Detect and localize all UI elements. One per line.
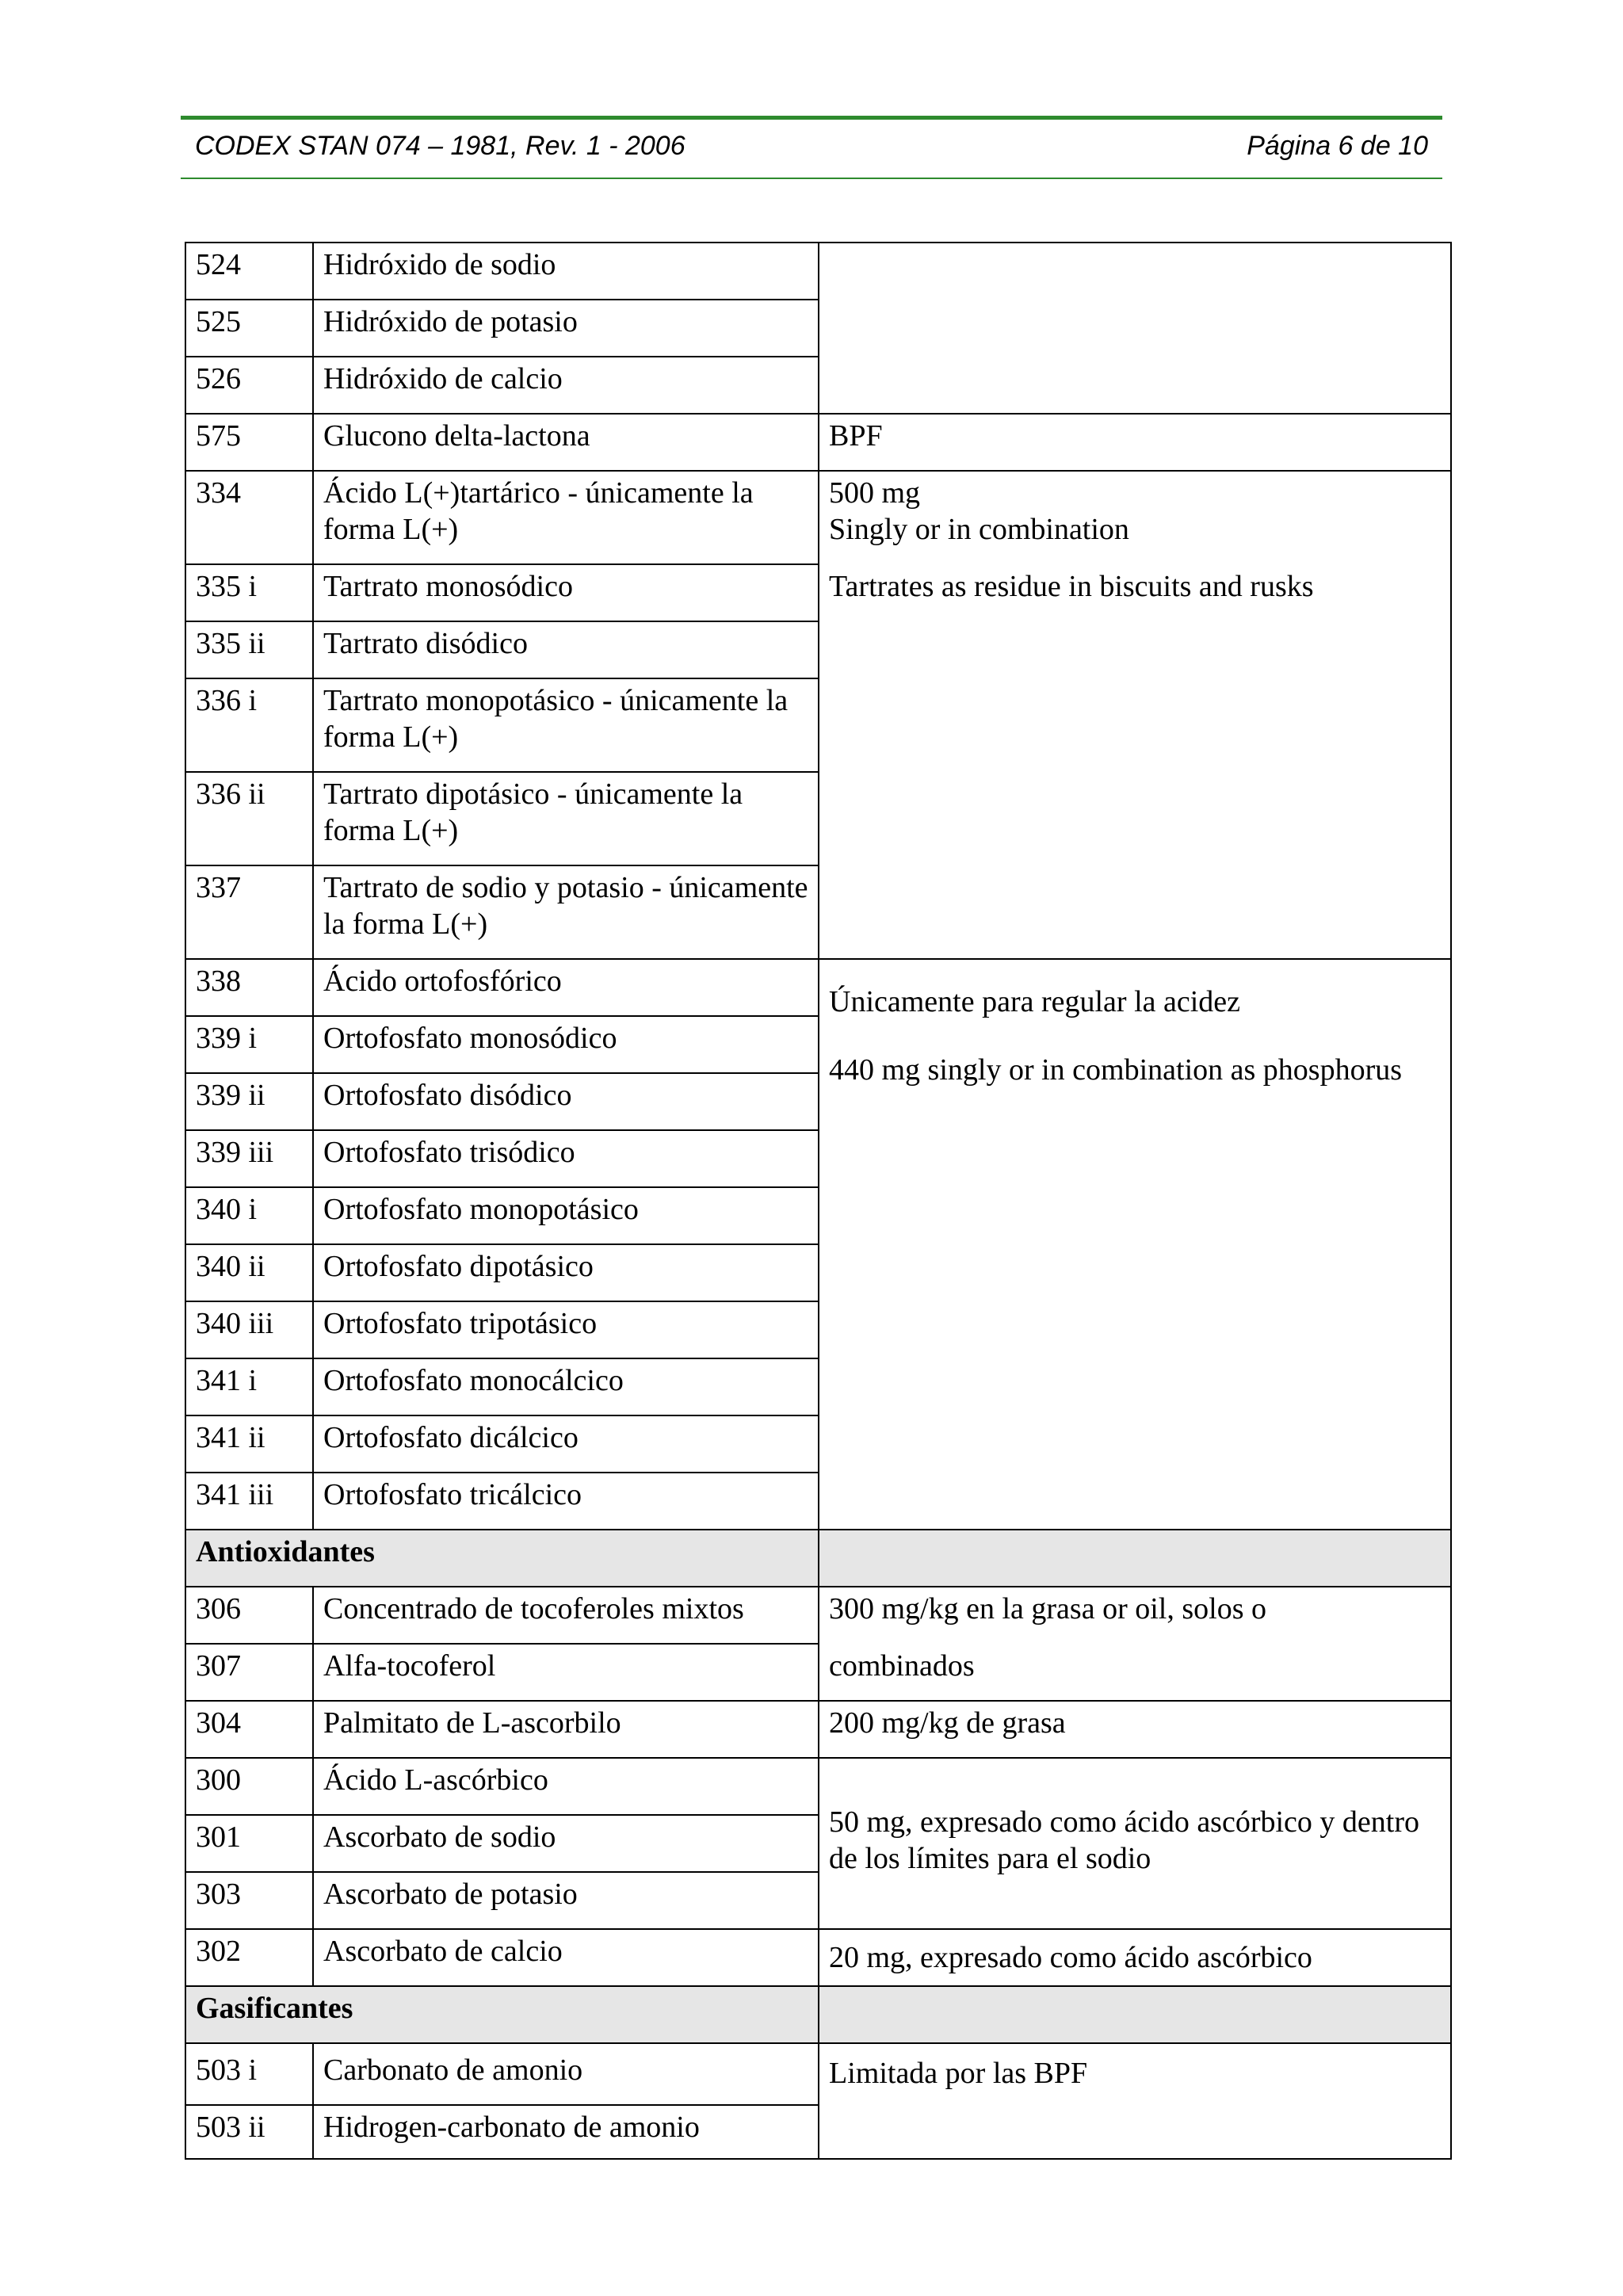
additive-code: 340 ii [185,1244,313,1301]
additive-name: Ácido ortofosfórico [313,959,819,1016]
additive-name: Carbonato de amonio [313,2043,819,2105]
additive-name: Tartrato de sodio y potasio - únicamente la forma L(+) [313,865,819,959]
additive-name: Ortofosfato disódico [313,1073,819,1130]
additive-code: 301 [185,1815,313,1872]
additive-name: Hidróxido de calcio [313,357,819,414]
section-title: Gasificantes [185,1986,819,2043]
additive-name: Ascorbato de calcio [313,1929,819,1986]
additive-name: Ortofosfato tripotásico [313,1301,819,1358]
additive-code: 340 iii [185,1301,313,1358]
max-level-cell [819,471,1451,959]
additive-name: Hidróxido de sodio [313,243,819,300]
table-row [185,243,1451,300]
max-level-cell: 20 mg, expresado como ácido ascórbico [819,1929,1451,1986]
additive-code: 337 [185,865,313,959]
additive-name: Tartrato dipotásico - únicamente la forma L(+) [313,772,819,865]
additive-name: Ácido L(+)tartárico - únicamente la forma L(+) [313,471,819,564]
max-level-cell [819,1587,1451,1701]
max-level-cell [819,243,1451,414]
additive-name: Tartrato monosódico [313,564,819,621]
additive-name: Tartrato monopotásico - únicamente la forma L(+) [313,678,819,772]
additive-name: Ortofosfato trisódico [313,1130,819,1187]
additive-code: 303 [185,1872,313,1929]
additive-name: Ortofosfato dipotásico [313,1244,819,1301]
additive-code: 336 ii [185,772,313,865]
additive-name: Ortofosfato dicálcico [313,1415,819,1473]
additive-name: Hidróxido de potasio [313,300,819,357]
section-blank-cell [819,1986,1451,2043]
additive-code: 339 i [185,1016,313,1073]
additive-code: 336 i [185,678,313,772]
additive-name: Ácido L-ascórbico [313,1758,819,1815]
max-level-cell: BPF [819,414,1451,471]
additive-code: 338 [185,959,313,1016]
table-row [185,959,1451,1016]
additive-code: 526 [185,357,313,414]
additive-code: 341 ii [185,1415,313,1473]
additive-name: Ortofosfato tricálcico [313,1473,819,1530]
additive-code: 525 [185,300,313,357]
limit-text: 440 mg singly or in combination as phosphorus [829,1053,1403,1087]
section-blank-cell [819,1530,1451,1587]
additive-name: Hidrogen-carbonato de amonio [313,2105,819,2159]
limit-text: Únicamente para regular la acidez [829,985,1241,1018]
additive-code: 575 [185,414,313,471]
additive-code: 341 i [185,1358,313,1415]
additive-name: Tartrato disódico [313,621,819,678]
max-level-cell: 50 mg, expresado como ácido ascórbico y dentro de los límites para el sodio [819,1758,1451,1929]
table-row [185,1758,1451,1815]
additive-code: 339 ii [185,1073,313,1130]
page-number: Página 6 de 10 [1247,131,1428,161]
page-header [181,116,1442,179]
additive-code: 334 [185,471,313,564]
additive-name: Glucono delta-lactona [313,414,819,471]
limit-text: 300 mg/kg en la grasa or oil, solos o [829,1592,1266,1626]
additive-code: 304 [185,1701,313,1758]
additive-name: Alfa-tocoferol [313,1644,819,1701]
additive-code: 524 [185,243,313,300]
section-header-row [185,1530,1451,1587]
additive-code: 339 iii [185,1130,313,1187]
additives-table [185,242,1452,2160]
limit-text: Singly or in combination [829,513,1129,546]
additive-name: Ortofosfato monopotásico [313,1187,819,1244]
additive-code: 340 i [185,1187,313,1244]
additive-code: 503 ii [185,2105,313,2159]
additive-code: 341 iii [185,1473,313,1530]
limit-text: combinados [829,1649,975,1683]
additive-code: 300 [185,1758,313,1815]
table-row [185,1701,1451,1758]
additive-name: Ortofosfato monosódico [313,1016,819,1073]
max-level-cell: 200 mg/kg de grasa [819,1701,1451,1758]
additive-code: 335 i [185,564,313,621]
additive-code: 302 [185,1929,313,1986]
table-row [185,471,1451,564]
additive-name: Ascorbato de potasio [313,1872,819,1929]
limit-text: 500 mg [829,476,921,510]
additive-name: Concentrado de tocoferoles mixtos [313,1587,819,1644]
additive-code: 503 i [185,2043,313,2105]
max-level-cell: Limitada por las BPF [819,2043,1451,2159]
additive-name: Ascorbato de sodio [313,1815,819,1872]
table-row [185,1587,1451,1644]
section-title: Antioxidantes [185,1530,819,1587]
table-row [185,1929,1451,1986]
additive-code: 306 [185,1587,313,1644]
table-row [185,2043,1451,2105]
document-reference: CODEX STAN 074 – 1981, Rev. 1 - 2006 [195,131,685,161]
section-header-row [185,1986,1451,2043]
table-row [185,414,1451,471]
additive-name: Ortofosfato monocálcico [313,1358,819,1415]
max-level-cell [819,959,1451,1530]
additive-code: 307 [185,1644,313,1701]
additive-name: Palmitato de L-ascorbilo [313,1701,819,1758]
additive-code: 335 ii [185,621,313,678]
limit-text: Tartrates as residue in biscuits and rusks [829,570,1314,603]
